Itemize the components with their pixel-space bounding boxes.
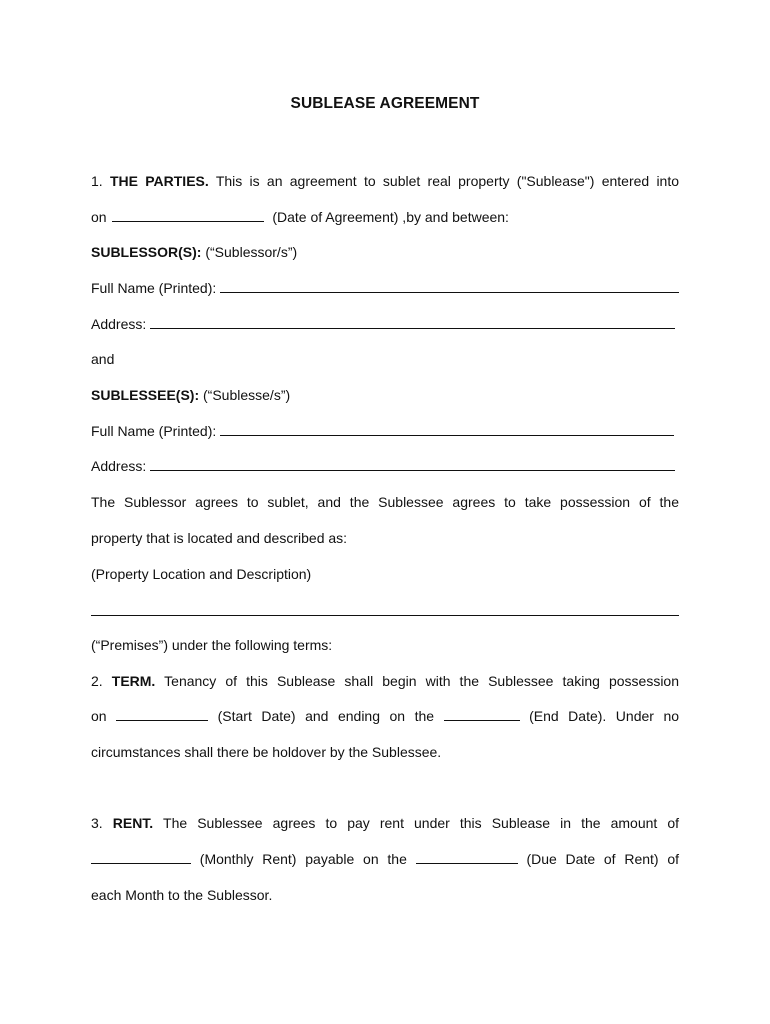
sublessor-address-label: Address: xyxy=(91,316,147,332)
sublessee-address-row xyxy=(91,457,675,475)
document-title: SUBLEASE AGREEMENT xyxy=(290,95,480,112)
sublessee-address-field[interactable] xyxy=(150,457,675,471)
due-date-field[interactable] xyxy=(416,850,518,864)
premises-terms-label: (“Premises”) under the following terms: xyxy=(91,637,333,653)
parties-text: This is an agreement to sublet real property ("Sublease") entered into xyxy=(215,173,680,189)
premises-text-1: The Sublessor agrees to sublet, and the Sublessee agrees to take possession of the xyxy=(91,494,679,510)
sublessee-heading-line xyxy=(91,386,679,404)
sublessor-heading-line xyxy=(91,243,679,261)
term-text-3: circumstances shall there be holdover by the Sublessee. xyxy=(91,744,442,760)
agreement-date-field[interactable] xyxy=(112,208,264,222)
parties-on-label: on xyxy=(91,209,107,225)
premises-line1 xyxy=(91,493,679,511)
and-label: and xyxy=(91,351,115,367)
term-line2 xyxy=(91,707,679,725)
term-line3 xyxy=(91,743,679,761)
start-date-field[interactable] xyxy=(116,707,208,721)
parties-paragraph-line2 xyxy=(91,208,679,226)
premises-text-2: property that is located and described as: xyxy=(91,530,348,546)
term-text-1: Tenancy of this Sublease shall begin with the Sublessee taking possession xyxy=(164,673,680,689)
sublessor-name-field[interactable] xyxy=(220,279,679,293)
property-description-field[interactable] xyxy=(91,615,679,616)
monthly-rent-label: (Monthly Rent) payable on the xyxy=(199,851,407,867)
rent-number: 3. xyxy=(91,815,103,831)
premises-location-label: (Property Location and Description) xyxy=(91,566,312,582)
sublessee-name-row xyxy=(91,422,674,440)
parties-number: 1. xyxy=(91,173,103,189)
term-line1 xyxy=(91,672,679,690)
sublessor-address-row xyxy=(91,315,675,333)
sublessor-alias: (“Sublessor/s”) xyxy=(205,244,298,260)
rent-line1 xyxy=(91,814,679,832)
rent-line3 xyxy=(91,886,679,904)
premises-terms-line xyxy=(91,636,679,654)
end-date-field[interactable] xyxy=(444,707,520,721)
end-date-label: (End Date). Under no xyxy=(529,708,680,724)
rent-text-3: each Month to the Sublessor. xyxy=(91,887,273,903)
start-date-label: (Start Date) and ending on the xyxy=(217,708,435,724)
rent-heading: RENT. xyxy=(112,815,154,831)
due-date-label: (Due Date of Rent) of xyxy=(526,851,680,867)
monthly-rent-field[interactable] xyxy=(91,850,191,864)
sublessee-name-label: Full Name (Printed): xyxy=(91,423,217,439)
premises-location-line xyxy=(91,565,679,583)
sublessor-heading: SUBLESSOR(S): xyxy=(91,244,202,260)
term-heading: TERM. xyxy=(111,673,156,689)
rent-line2 xyxy=(91,850,679,868)
sublessee-address-label: Address: xyxy=(91,458,147,474)
term-number: 2. xyxy=(91,673,103,689)
rent-text-1: The Sublessee agrees to pay rent under this Sublease in the amount of xyxy=(163,815,680,831)
parties-heading: THE PARTIES. xyxy=(109,173,209,189)
sublessor-name-label: Full Name (Printed): xyxy=(91,280,217,296)
sublessor-address-field[interactable] xyxy=(150,315,675,329)
parties-paragraph-line1 xyxy=(91,172,679,190)
and-line xyxy=(91,350,679,368)
premises-line2 xyxy=(91,529,679,547)
agreement-date-label: (Date of Agreement) ,by and between: xyxy=(272,209,509,225)
sublessor-name-row xyxy=(91,279,679,297)
term-on-label: on xyxy=(91,708,107,724)
sublessee-heading: SUBLESSEE(S): xyxy=(91,387,200,403)
sublessee-alias: (“Sublesse/s”) xyxy=(203,387,291,403)
sublessee-name-field[interactable] xyxy=(220,422,674,436)
